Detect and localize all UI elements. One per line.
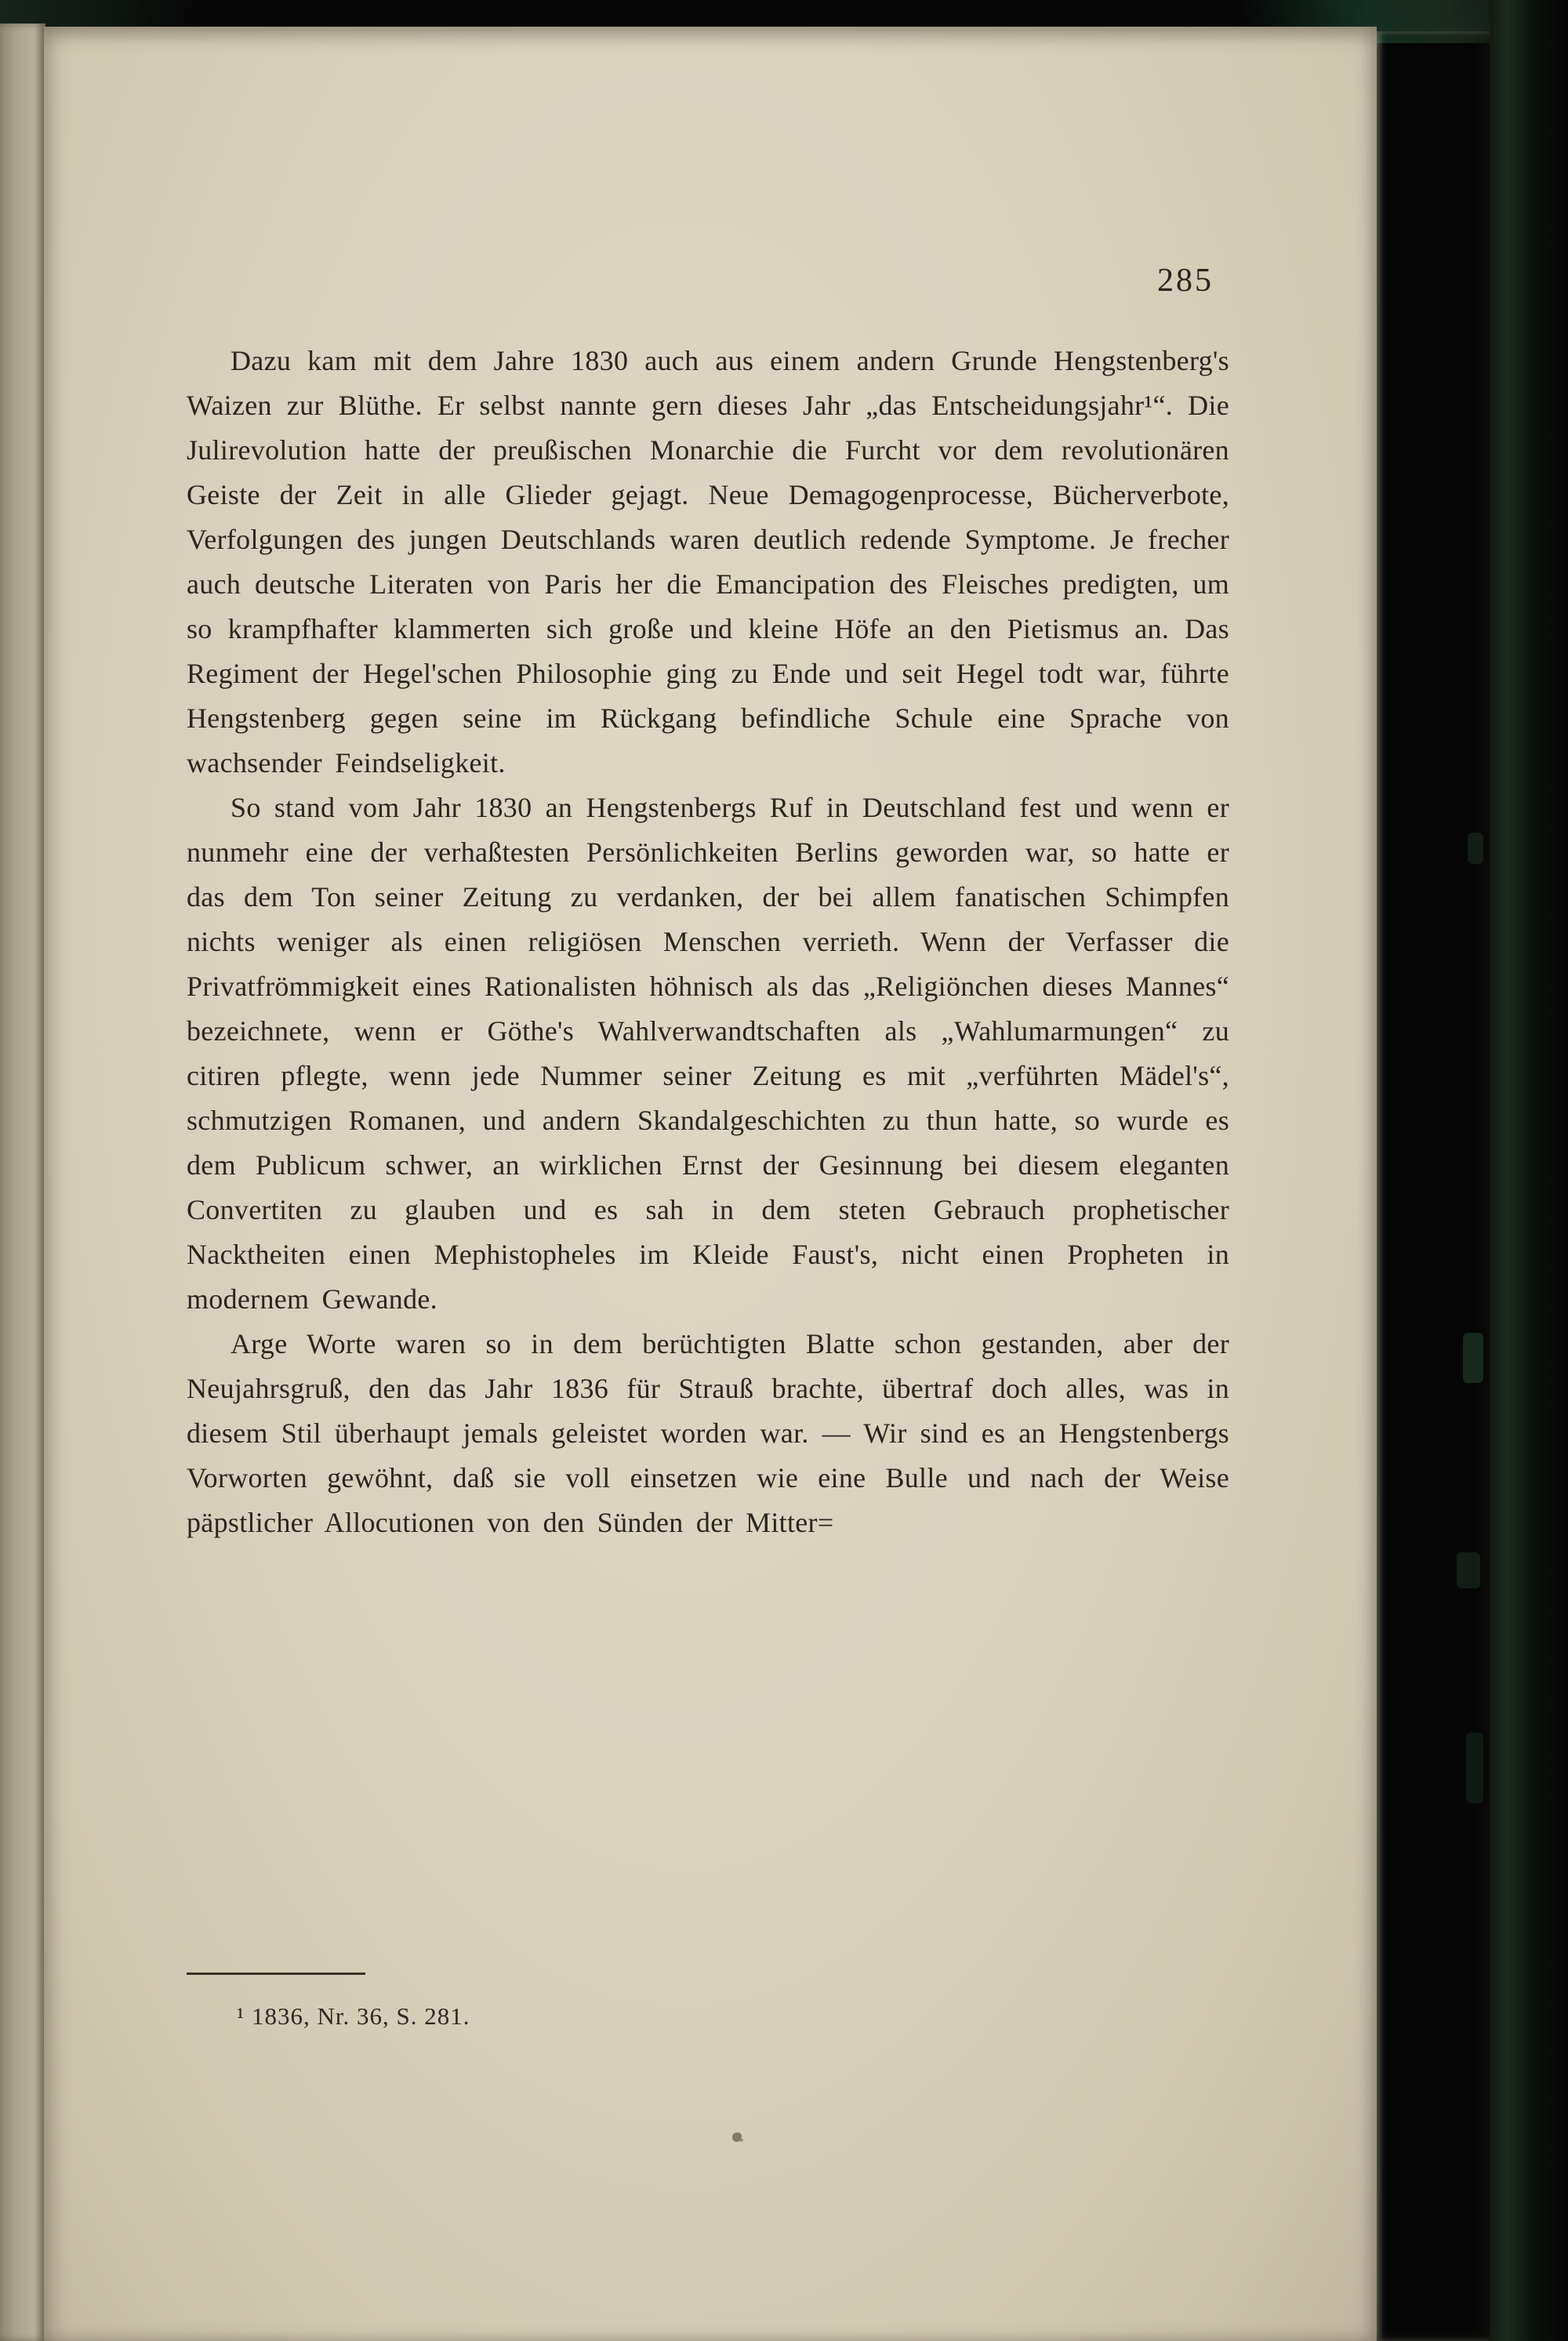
paragraph: So stand vom Jahr 1830 an Hengstenbergs Ruf in Deutschland fest und wenn er nunmehr eine der verhaßtesten Persönlichkeiten Berlins geworden war, so hatte er das dem Ton seiner Zeitung zu verdanken, der bei allem fanatischen Schimpfen nichts weniger als einen religiösen Menschen verrieth. Wenn der Verfasser die Privatfrömmigkeit eines Rationalisten höhnisch als das „Religiönchen dieses Mannes“ bezeichnete, wenn er Göthe's Wahlverwandtschaften als „Wahlumarmungen“ zu citiren pflegte, wenn jede Nummer seiner Zeitung es mit „verführten Mädel's“, schmutzigen Romanen, und andern Skandalgeschichten zu thun hatte, so wurde es dem Publicum schwer, an wirklichen Ernst der Gesinnung bei diesem eleganten Convertiten zu glauben und es sah in dem steten Gebrauch prophetischer Nacktheiten einen Mephistopheles im Kleide Faust's, nicht einen Propheten in modernem Gewande. [187,792,1229,1315]
underlying-page-edge [0,24,45,2341]
edge-marking [1463,1333,1483,1383]
paragraph: Dazu kam mit dem Jahre 1830 auch aus einem andern Grunde Hengstenberg's Waizen zur Blüthe. Er selbst nannte gern dieses Jahr „das Entscheidungsjahr¹“. Die Julirevolution hatte der preußischen Monarchie die Furcht vor dem revolutionären Geiste der Zeit in alle Glieder gejagt. Neue Demagogenprocesse, Bücherverbote, Verfolgungen des jungen Deutschlands waren deutlich redende Symptome. Je frecher auch deutsche Literaten von Paris her die Emancipation des Fleisches predigten, um so krampfhafter klammerten sich große und kleine Höfe an den Pietismus an. Das Regiment der Hegel'schen Philosophie ging zu Ende und seit Hegel todt war, führte Hengstenberg gegen seine im Rückgang befindliche Schule eine Sprache von wachsender Feindseligkeit. [187,345,1229,779]
book-page [44,27,1377,2341]
footnote: ¹ 1836, Nr. 36, S. 281. [237,2002,470,2030]
page-number: 285 [1157,263,1214,299]
edge-marking [1457,1552,1480,1588]
book-cover-edge [1490,0,1568,2341]
edge-marking [1466,1733,1483,1803]
ink-mark [732,2132,742,2142]
edge-marking [1468,833,1483,864]
paragraph: Arge Worte waren so in dem berüchtigten Blatte schon gestanden, aber der Neujahrsgruß, den das Jahr 1836 für Strauß brachte, übertraf doch alles, was in diesem Stil überhaupt jemals geleistet worden war. — Wir sind es an Hengstenbergs Vorworten gewöhnt, daß sie voll einsetzen wie eine Bulle und nach der Weise päpstlicher Allocutionen von den Sünden der Mitter= [187,1328,1229,1538]
page-edges-stack [1377,31,1494,2341]
body-text [187,339,1229,1545]
footnote-rule [187,1973,365,1975]
